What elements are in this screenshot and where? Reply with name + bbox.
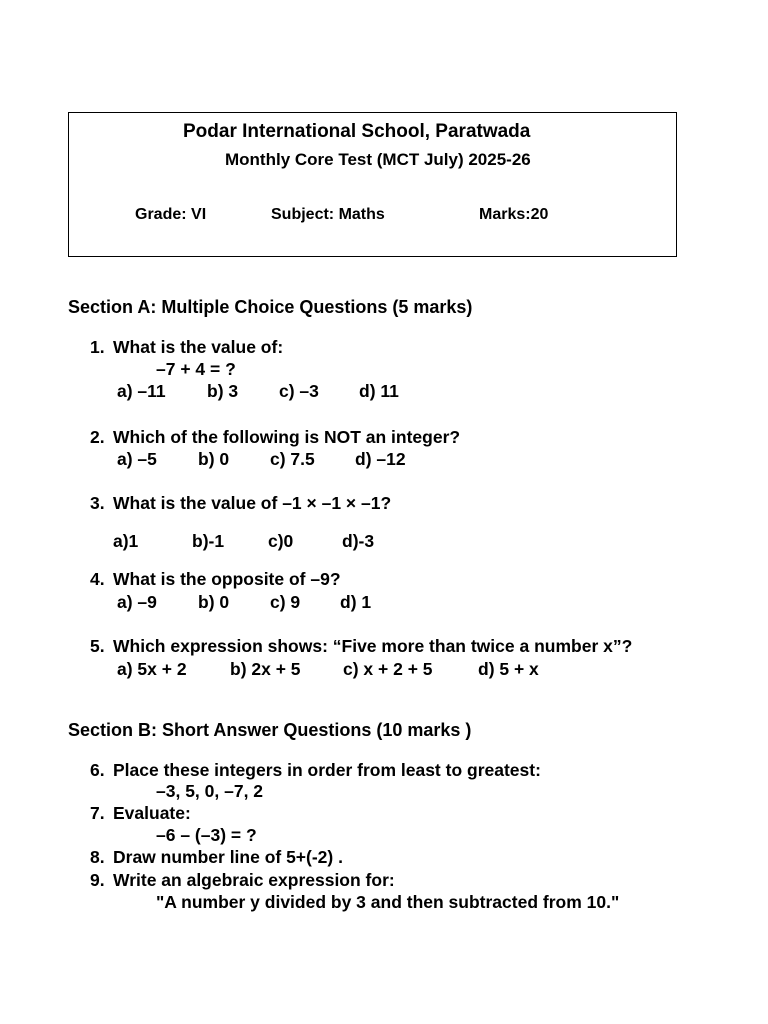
- question-text: What is the opposite of –9?: [113, 569, 341, 589]
- question-6: [90, 760, 541, 781]
- option-d: d)-3: [342, 531, 375, 551]
- option-d: d) 1: [340, 592, 372, 612]
- school-name: Podar International School, Paratwada: [183, 121, 531, 142]
- option-c: c)0: [268, 531, 294, 551]
- question-number: 1.: [90, 337, 105, 357]
- option-c: c) 7.5: [270, 449, 315, 469]
- question-7-sub: –6 – (–3) = ?: [156, 825, 257, 845]
- option-d: d) –12: [355, 449, 406, 469]
- option-a: a) –11: [117, 381, 166, 401]
- question-3: [90, 493, 391, 514]
- question-2: [90, 427, 460, 448]
- option-d: d) 5 + x: [478, 659, 539, 679]
- question-9-sub: "A number y divided by 3 and then subtracted from 10.": [156, 892, 620, 912]
- question-number: 4.: [90, 569, 105, 589]
- question-number: 5.: [90, 636, 105, 656]
- option-c: c) –3: [279, 381, 319, 401]
- question-number: 3.: [90, 493, 105, 513]
- option-c: c) x + 2 + 5: [343, 659, 433, 679]
- question-number: 6.: [90, 760, 105, 780]
- question-text: Place these integers in order from least to greatest:: [113, 760, 541, 780]
- option-b: b) 2x + 5: [230, 659, 301, 679]
- test-title: Monthly Core Test (MCT July) 2025-26: [225, 150, 531, 169]
- option-a: a)1: [113, 531, 139, 551]
- grade-label: Grade: VI: [135, 206, 207, 223]
- question-number: 7.: [90, 803, 105, 823]
- subject-label: Subject: Maths: [271, 206, 385, 223]
- question-number: 2.: [90, 427, 105, 447]
- option-b: b)-1: [192, 531, 225, 551]
- question-1: [90, 337, 283, 358]
- option-b: b) 0: [198, 592, 230, 612]
- question-5: [90, 636, 632, 657]
- question-text: Write an algebraic expression for:: [113, 870, 395, 890]
- question-8: [90, 847, 343, 868]
- question-4: [90, 569, 341, 590]
- option-a: a) –9: [117, 592, 157, 612]
- marks-label: Marks:20: [479, 206, 549, 223]
- option-b: b) 3: [207, 381, 239, 401]
- question-number: 8.: [90, 847, 105, 867]
- option-a: a) 5x + 2: [117, 659, 187, 679]
- question-text: What is the value of –1 × –1 × –1?: [113, 493, 392, 513]
- question-6-sub: –3, 5, 0, –7, 2: [156, 781, 264, 801]
- question-9: [90, 870, 395, 891]
- option-b: b) 0: [198, 449, 230, 469]
- question-text: Which of the following is NOT an integer?: [113, 427, 461, 447]
- question-number: 9.: [90, 870, 105, 890]
- question-text: Which expression shows: “Five more than twice a number x”?: [113, 636, 633, 656]
- option-a: a) –5: [117, 449, 157, 469]
- question-7: [90, 803, 191, 824]
- option-c: c) 9: [270, 592, 301, 612]
- option-d: d) 11: [359, 381, 399, 401]
- question-1-expression: –7 + 4 = ?: [156, 359, 236, 379]
- section-b-title: Section B: Short Answer Questions (10 marks ): [68, 720, 472, 740]
- question-text: Evaluate:: [113, 803, 191, 823]
- question-text: What is the value of:: [113, 337, 284, 357]
- question-text: Draw number line of 5+(-2) .: [113, 847, 343, 867]
- section-a-title: Section A: Multiple Choice Questions (5 marks): [68, 297, 473, 317]
